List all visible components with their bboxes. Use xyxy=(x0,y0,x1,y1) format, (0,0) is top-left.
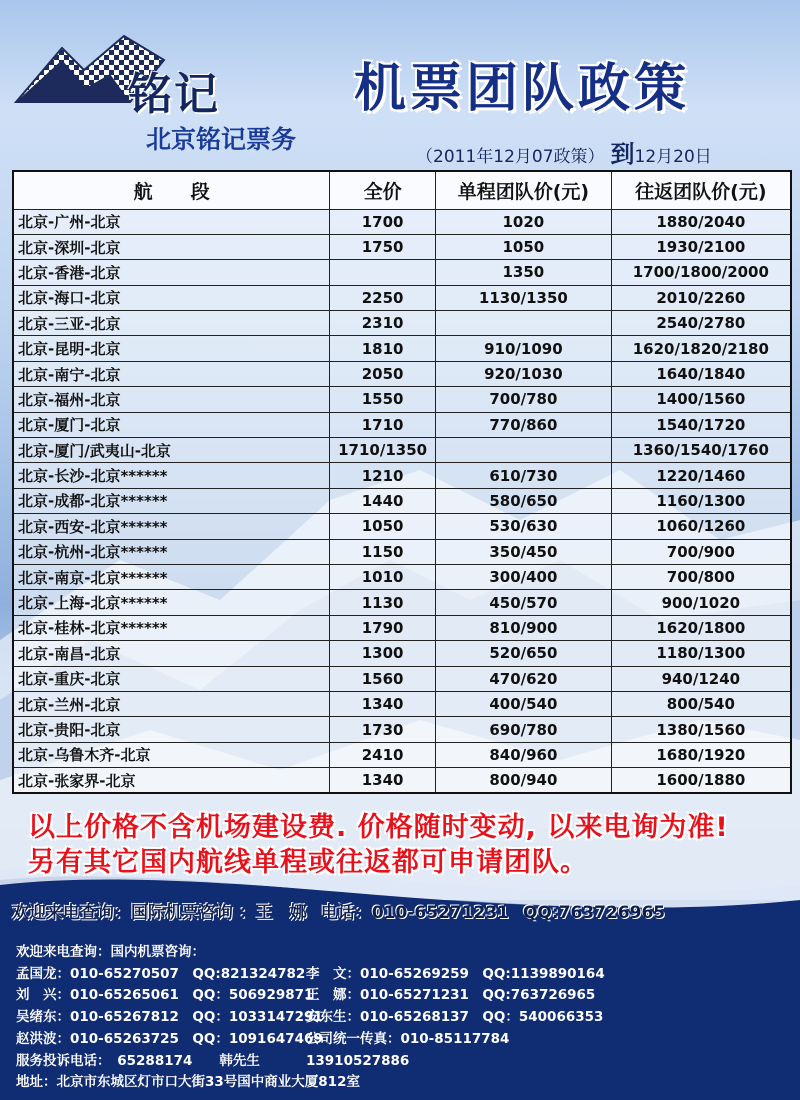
contact-row xyxy=(16,1029,605,1051)
domestic-contacts xyxy=(16,942,605,1094)
full-price-cell: 1810 xyxy=(330,336,436,361)
contact-entry: 李 文：010-65269259 QQ:1139890164 xyxy=(306,965,605,982)
single-price-cell: 580/650 xyxy=(436,488,612,513)
table-row xyxy=(13,260,791,285)
full-price-cell: 1710/1350 xyxy=(330,438,436,463)
round-price-cell: 1620/1820/2180 xyxy=(611,336,791,361)
route-cell: 北京-南昌-北京 xyxy=(13,641,330,666)
table-row xyxy=(13,463,791,488)
round-price-cell: 1400/1560 xyxy=(611,387,791,412)
contact-entry: 吴绪东：010-65267812 QQ：1033147291 xyxy=(16,1009,323,1026)
route-cell: 北京-张家界-北京 xyxy=(13,768,330,793)
full-price-cell: 1550 xyxy=(330,387,436,412)
table-row xyxy=(13,590,791,615)
route-cell: 北京-成都-北京****** xyxy=(13,488,330,513)
international-contact xyxy=(12,898,673,923)
header-round-price: 往返团队价(元) xyxy=(611,171,791,209)
full-price-cell: 1730 xyxy=(330,717,436,742)
route-cell: 北京-厦门-北京 xyxy=(13,412,330,437)
full-price-cell: 1010 xyxy=(330,564,436,589)
intl-label: 欢迎来电查询：国际机票咨询 ：王 娜 xyxy=(12,903,307,923)
route-cell: 北京-西安-北京****** xyxy=(13,514,330,539)
round-price-cell: 1540/1720 xyxy=(611,412,791,437)
round-price-cell: 1160/1300 xyxy=(611,488,791,513)
route-cell: 北京-兰州-北京 xyxy=(13,691,330,716)
contact-entry: 公司统一传真：010-85117784 xyxy=(306,1030,510,1047)
table-row xyxy=(13,717,791,742)
single-price-cell: 1350 xyxy=(436,260,612,285)
round-price-cell: 2010/2260 xyxy=(611,285,791,310)
single-price-cell: 690/780 xyxy=(436,717,612,742)
full-price-cell: 1300 xyxy=(330,641,436,666)
full-price-cell: 2310 xyxy=(330,311,436,336)
round-price-cell: 1620/1800 xyxy=(611,615,791,640)
full-price-cell: 1150 xyxy=(330,539,436,564)
table-row xyxy=(13,768,791,793)
contact-entry: 刘 兴：010-65265061 QQ：506929871 xyxy=(16,987,314,1004)
contact-row xyxy=(16,964,605,986)
round-price-cell: 1060/1260 xyxy=(611,514,791,539)
table-row xyxy=(13,361,791,386)
route-cell: 北京-深圳-北京 xyxy=(13,234,330,259)
round-price-cell: 800/540 xyxy=(611,691,791,716)
price-table xyxy=(12,170,792,794)
contact-entry: 赵洪波：010-65263725 QQ：1091647469 xyxy=(16,1030,323,1047)
route-cell: 北京-海口-北京 xyxy=(13,285,330,310)
table-row xyxy=(13,691,791,716)
route-cell: 北京-重庆-北京 xyxy=(13,666,330,691)
route-cell: 北京-南宁-北京 xyxy=(13,361,330,386)
route-cell: 北京-桂林-北京****** xyxy=(13,615,330,640)
contact-row xyxy=(16,1051,605,1073)
contact-row xyxy=(16,1007,605,1029)
route-cell: 北京-福州-北京 xyxy=(13,387,330,412)
route-cell: 北京-上海-北京****** xyxy=(13,590,330,615)
table-row xyxy=(13,387,791,412)
round-price-cell: 900/1020 xyxy=(611,590,791,615)
header-route: 航 段 xyxy=(13,171,330,209)
contacts-heading: 欢迎来电查询：国内机票咨询： xyxy=(16,944,205,960)
table-header-row xyxy=(13,171,791,209)
round-price-cell: 1700/1800/2000 xyxy=(611,260,791,285)
page-title: 机票团队政策 xyxy=(354,59,691,119)
full-price-cell: 2250 xyxy=(330,285,436,310)
table-row xyxy=(13,514,791,539)
table-row xyxy=(13,615,791,640)
table-row xyxy=(13,488,791,513)
table-row xyxy=(13,564,791,589)
round-price-cell: 1930/2100 xyxy=(611,234,791,259)
route-cell: 北京-广州-北京 xyxy=(13,209,330,234)
full-price-cell: 1210 xyxy=(330,463,436,488)
single-price-cell: 700/780 xyxy=(436,387,612,412)
contact-entry: 服务投诉电话： 65288174 韩先生 xyxy=(16,1052,260,1069)
route-cell: 北京-长沙-北京****** xyxy=(13,463,330,488)
route-cell: 北京-厦门/武夷山-北京 xyxy=(13,438,330,463)
round-price-cell: 1880/2040 xyxy=(611,209,791,234)
single-price-cell: 1130/1350 xyxy=(436,285,612,310)
full-price-cell: 2050 xyxy=(330,361,436,386)
table-row xyxy=(13,412,791,437)
date-range xyxy=(416,134,712,169)
date-policy: （2011年12月07政策） xyxy=(416,147,605,167)
table-row xyxy=(13,311,791,336)
intl-phone: 电话：010-65271231 xyxy=(320,903,510,923)
full-price-cell: 1130 xyxy=(330,590,436,615)
round-price-cell: 1600/1880 xyxy=(611,768,791,793)
single-price-cell: 350/450 xyxy=(436,539,612,564)
round-price-cell: 1640/1840 xyxy=(611,361,791,386)
notice-line-2: 另有其它国内航线单程或往返都可申请团队。 xyxy=(28,847,588,878)
contact-entry: 王 娜：010-65271231 QQ:763726965 xyxy=(306,987,596,1004)
route-cell: 北京-乌鲁木齐-北京 xyxy=(13,742,330,767)
table-row xyxy=(13,539,791,564)
single-price-cell: 910/1090 xyxy=(436,336,612,361)
table-row xyxy=(13,336,791,361)
full-price-cell: 1700 xyxy=(330,209,436,234)
round-price-cell: 2540/2780 xyxy=(611,311,791,336)
header-full-price: 全价 xyxy=(330,171,436,209)
table-row xyxy=(13,742,791,767)
round-price-cell: 1220/1460 xyxy=(611,463,791,488)
table-body xyxy=(13,209,791,793)
contact-row xyxy=(16,985,605,1007)
single-price-cell: 800/940 xyxy=(436,768,612,793)
single-price-cell: 400/540 xyxy=(436,691,612,716)
intl-qq: QQ:763726965 xyxy=(522,903,666,923)
full-price-cell: 1750 xyxy=(330,234,436,259)
route-cell: 北京-昆明-北京 xyxy=(13,336,330,361)
full-price-cell: 1710 xyxy=(330,412,436,437)
brand-name: 铭记 xyxy=(128,69,220,120)
full-price-cell: 1440 xyxy=(330,488,436,513)
full-price-cell xyxy=(330,260,436,285)
contact-entry: 孟国龙：010-65270507 QQ:821324782 xyxy=(16,965,306,982)
address: 地址：北京市东城区灯市口大街33号国中商业大厦812室 xyxy=(16,1074,360,1091)
single-price-cell: 450/570 xyxy=(436,590,612,615)
round-price-cell: 700/800 xyxy=(611,564,791,589)
full-price-cell: 1340 xyxy=(330,768,436,793)
notice-line-1: 以上价格不含机场建设费. 价格随时变动, 以来电询为准! xyxy=(28,812,729,843)
single-price-cell: 520/650 xyxy=(436,641,612,666)
table-row xyxy=(13,285,791,310)
route-cell: 北京-贵阳-北京 xyxy=(13,717,330,742)
round-price-cell: 940/1240 xyxy=(611,666,791,691)
full-price-cell: 1050 xyxy=(330,514,436,539)
round-price-cell: 700/900 xyxy=(611,539,791,564)
header-single-price: 单程团队价(元) xyxy=(436,171,612,209)
table-row xyxy=(13,641,791,666)
single-price-cell: 530/630 xyxy=(436,514,612,539)
table-row xyxy=(13,666,791,691)
single-price-cell: 470/620 xyxy=(436,666,612,691)
single-price-cell: 610/730 xyxy=(436,463,612,488)
single-price-cell: 1020 xyxy=(436,209,612,234)
single-price-cell: 840/960 xyxy=(436,742,612,767)
route-cell: 北京-三亚-北京 xyxy=(13,311,330,336)
table-row xyxy=(13,234,791,259)
round-price-cell: 1180/1300 xyxy=(611,641,791,666)
full-price-cell: 1560 xyxy=(330,666,436,691)
single-price-cell: 1050 xyxy=(436,234,612,259)
round-price-cell: 1680/1920 xyxy=(611,742,791,767)
single-price-cell: 920/1030 xyxy=(436,361,612,386)
route-cell: 北京-南京-北京****** xyxy=(13,564,330,589)
single-price-cell: 300/400 xyxy=(436,564,612,589)
single-price-cell xyxy=(436,438,612,463)
date-end: 12月20日 xyxy=(634,147,712,167)
price-notice xyxy=(28,810,729,880)
table-row xyxy=(13,209,791,234)
full-price-cell: 2410 xyxy=(330,742,436,767)
full-price-cell: 1790 xyxy=(330,615,436,640)
company-subtitle: 北京铭记票务 xyxy=(146,125,297,154)
full-price-cell: 1340 xyxy=(330,691,436,716)
route-cell: 北京-杭州-北京****** xyxy=(13,539,330,564)
date-to: 到 xyxy=(610,140,635,168)
contact-entry: 13910527886 xyxy=(306,1052,410,1069)
single-price-cell xyxy=(436,311,612,336)
contact-entry: 安东生：010-65268137 QQ：540066353 xyxy=(306,1009,604,1026)
route-cell: 北京-香港-北京 xyxy=(13,260,330,285)
table-row xyxy=(13,438,791,463)
round-price-cell: 1360/1540/1760 xyxy=(611,438,791,463)
single-price-cell: 810/900 xyxy=(436,615,612,640)
single-price-cell: 770/860 xyxy=(436,412,612,437)
round-price-cell: 1380/1560 xyxy=(611,717,791,742)
